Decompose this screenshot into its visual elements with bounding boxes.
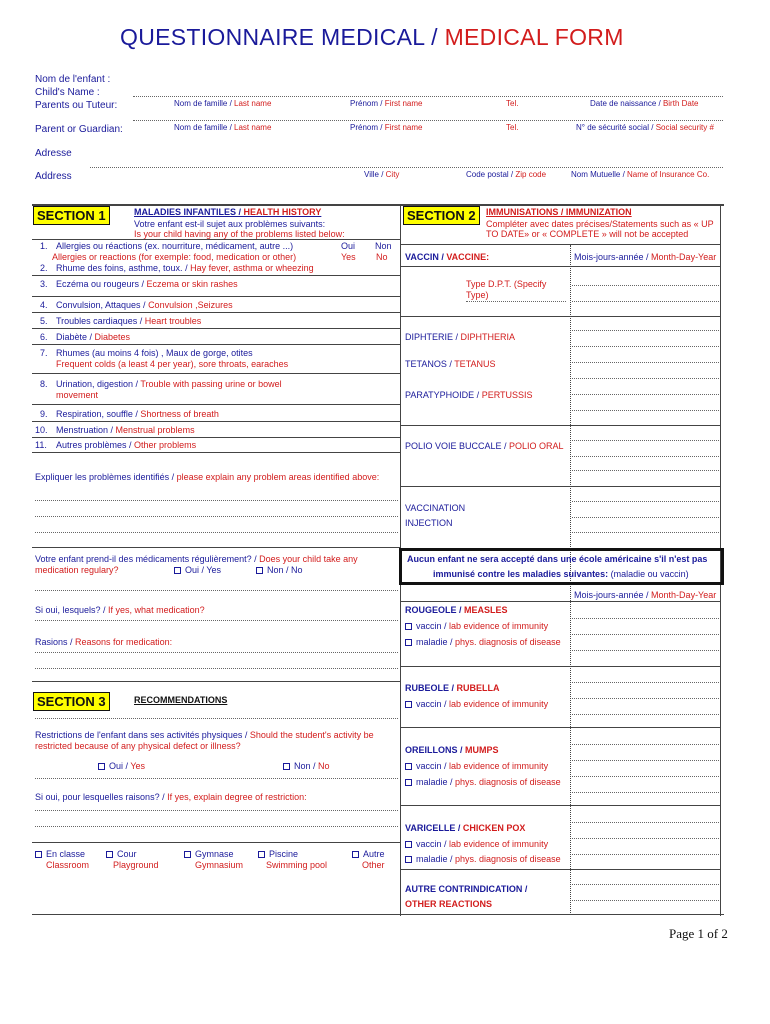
chickenpox-date-2[interactable] [572, 838, 719, 839]
meds-field-1[interactable] [35, 620, 398, 621]
address-field[interactable] [90, 167, 723, 168]
meds-question: Votre enfant prend-il des médicaments régulièrement? / Does your child take any [35, 554, 358, 564]
firstname-caption-2: Prénom / First name [350, 123, 423, 132]
insurance-caption: Nom Mutuelle / Name of Insurance Co. [571, 170, 710, 179]
s3-field-3[interactable] [35, 826, 398, 827]
s2-rule [400, 316, 720, 317]
s2-rule [400, 805, 720, 806]
polio-date-2[interactable] [572, 456, 719, 457]
rubella-vaccine-checkbox[interactable]: vaccin / lab evidence of immunity [405, 699, 548, 709]
s2-rule [400, 869, 720, 870]
child-name-label-en: Child's Name : [35, 87, 100, 98]
vaccination-label: VACCINATION [405, 503, 466, 513]
restriction-question-en2: restricted because of any physical defect or illness? [35, 741, 241, 751]
s1-rule [32, 239, 400, 240]
title-en: MEDICAL FORM [444, 24, 624, 50]
notice-line-1: Aucun enfant ne sera accepté dans une école américaine s'il n'est pas [407, 554, 708, 564]
s1-rule [32, 296, 400, 297]
s2-rule [400, 266, 720, 267]
address-label-en: Address [35, 171, 72, 182]
s1-rule [32, 328, 400, 329]
parent-name-field[interactable] [133, 120, 723, 121]
item-1-fr[interactable]: Allergies ou réactions (ex. nourriture, médicament, autre ...) [56, 241, 294, 251]
section1-label: SECTION 1 [33, 206, 110, 225]
item-7-number: 7. [40, 348, 48, 358]
item-11[interactable]: Autres problèmes / Other problems [56, 440, 197, 450]
item-9-number: 9. [40, 409, 48, 419]
place-gymnasium-en: Gymnasium [195, 860, 244, 870]
item-6[interactable]: Diabète / Diabetes [56, 332, 131, 342]
s1-rule [32, 312, 400, 313]
vaccination-date-2[interactable] [572, 517, 719, 518]
page-title [120, 24, 624, 51]
place-other-en: Other [362, 860, 385, 870]
item-10-number: 10. [35, 425, 48, 435]
item-6-number: 6. [40, 332, 48, 342]
dpt-type-1: Type D.P.T. (Specify [466, 279, 547, 289]
oui-label: Oui [341, 241, 356, 251]
explain-field-3[interactable] [35, 532, 398, 533]
section1-heading: MALADIES INFANTILES / HEALTH HISTORY [134, 207, 322, 217]
dpt-date-1[interactable] [572, 285, 719, 286]
polio-label: POLIO VOIE BUCCALE / POLIO ORAL [405, 441, 564, 451]
measles-disease-checkbox[interactable]: maladie / phys. diagnosis of disease [405, 637, 561, 647]
meds-reason-label: Rasions / Reasons for medication: [35, 637, 173, 647]
city-caption: Ville / City [364, 170, 400, 179]
s3-field-0[interactable] [35, 718, 398, 719]
yes-label: Yes [341, 252, 356, 262]
item-9[interactable]: Respiration, souffle / Shortness of breath [56, 409, 219, 419]
s1-bottom-rule [32, 681, 400, 682]
place-other-checkbox[interactable]: Autre [352, 849, 385, 859]
explain-label: Expliquer les problèmes identifiés / please explain any problem areas identified above: [35, 472, 380, 482]
item-11-number: 11. [35, 440, 47, 450]
item-1-number: 1. [40, 241, 48, 251]
s1-rule [32, 404, 400, 405]
section1-intro-fr: Votre enfant est-il sujet aux problèmes suivants: [134, 219, 326, 229]
notice-line-2: immunisé contre les maladies suivantes: (maladie ou vaccin) [433, 569, 689, 579]
place-pool-checkbox[interactable]: Piscine [258, 849, 298, 859]
polio-date-1[interactable] [572, 440, 719, 441]
s2-rule [400, 601, 720, 602]
measles-vaccine-checkbox[interactable]: vaccin / lab evidence of immunity [405, 621, 548, 631]
polio-date-3[interactable] [572, 470, 719, 471]
pertussis-date-1[interactable] [572, 394, 719, 395]
mumps-disease-checkbox[interactable]: maladie / phys. diagnosis of disease [405, 777, 561, 787]
s3-field-1[interactable] [35, 778, 398, 779]
other-reactions-field-1[interactable] [572, 884, 719, 885]
child-name-field[interactable] [133, 96, 723, 97]
measles-label: ROUGEOLE / MEASLES [405, 605, 508, 615]
meds-question-en2: medication regulary? [35, 565, 119, 575]
restriction-question: Restrictions de l'enfant dans ses activités physiques / Should the student's activity be [35, 730, 374, 740]
s3-field-2[interactable] [35, 810, 398, 811]
vaccination-date-1[interactable] [572, 501, 719, 502]
s1-rule [32, 547, 400, 548]
s2-rule [400, 727, 720, 728]
measles-date-1[interactable] [572, 618, 719, 619]
s2-rule [400, 486, 720, 487]
measles-date-2[interactable] [572, 634, 719, 635]
section2-intro-2: TO DATE» or « COMPLETE » will not be accepted [486, 229, 689, 239]
place-gymnasium-checkbox[interactable]: Gymnase [184, 849, 234, 859]
tetanus-date-1[interactable] [572, 362, 719, 363]
item-2[interactable]: Rhume des foins, asthme, toux. / Hay fever, asthma or wheezing [56, 263, 314, 273]
s3-rule [32, 842, 400, 843]
restriction-yes-checkbox[interactable]: Oui / Yes [98, 761, 145, 771]
item-7-fr[interactable]: Rhumes (au moins 4 fois) , Maux de gorge, otites [56, 348, 253, 358]
diphtheria-date-1[interactable] [572, 330, 719, 331]
tel-caption-2: Tel. [506, 123, 519, 132]
place-classroom-checkbox[interactable]: En classe [35, 849, 85, 859]
item-5-number: 5. [40, 316, 48, 326]
tetanus-label: TETANOS / TETANUS [405, 359, 496, 369]
measles-date-3[interactable] [572, 650, 719, 651]
s2-rule [400, 666, 720, 667]
chickenpox-label: VARICELLE / CHICKEN POX [405, 823, 526, 833]
no-label: No [376, 252, 388, 262]
item-1-en[interactable]: Allergies or reactions (for exemple: food, medication or other) [52, 252, 297, 262]
other-reactions-field-2[interactable] [572, 900, 719, 901]
meds-which-label: Si oui, lesquels? / If yes, what medication? [35, 605, 205, 615]
dpt-date-2[interactable] [572, 301, 719, 302]
item-8-en2: movement [56, 390, 99, 400]
chickenpox-disease-checkbox[interactable]: maladie / phys. diagnosis of disease [405, 854, 561, 864]
place-pool-en: Swimming pool [266, 860, 328, 870]
place-classroom-en: Classroom [46, 860, 90, 870]
item-8-number: 8. [40, 379, 48, 389]
item-3[interactable]: Eczéma ou rougeurs / Eczema or skin rashes [56, 279, 238, 289]
page-number: Page 1 of 2 [669, 926, 728, 941]
other-reactions-label-1: AUTRE CONTRINDICATION / [405, 884, 528, 894]
date-header-2: Mois-jours-année / Month-Day-Year [574, 590, 717, 600]
injection-label: INJECTION [405, 518, 453, 528]
non-label: Non [375, 241, 392, 251]
item-10[interactable]: Menstruation / Menstrual problems [56, 425, 195, 435]
section2-intro-1: Compléter avec dates précises/Statements such as « UP [486, 219, 714, 229]
firstname-caption-1: Prénom / First name [350, 99, 423, 108]
mumps-vaccine-checkbox[interactable]: vaccin / lab evidence of immunity [405, 761, 548, 771]
explain-field-2[interactable] [35, 516, 398, 517]
s1-rule [32, 437, 400, 438]
section3-label: SECTION 3 [33, 692, 110, 711]
meds-field-2[interactable] [35, 652, 398, 653]
child-name-label-fr: Nom de l'enfant : [35, 74, 111, 85]
s1-rule [32, 452, 400, 453]
birthdate-caption: Date de naissance / Birth Date [590, 99, 699, 108]
pertussis-label: PARATYPHOIDE / PERTUSSIS [405, 390, 533, 400]
rubella-date-1[interactable] [572, 682, 719, 683]
meds-field-3[interactable] [35, 668, 398, 669]
item-3-number: 3. [40, 279, 48, 289]
mumps-date-3[interactable] [572, 776, 719, 777]
lastname-caption-2: Nom de famille / Last name [174, 123, 272, 132]
dpt-type-2: Type) [466, 290, 489, 300]
item-8[interactable]: Urination, digestion / Trouble with passing urine or bowel [56, 379, 282, 389]
pertussis-date-2[interactable] [572, 410, 719, 411]
rubella-label: RUBEOLE / RUBELLA [405, 683, 500, 693]
s1-rule [32, 421, 400, 422]
tel-caption-1: Tel. [506, 99, 519, 108]
section1-intro-en: Is your child having any of the problems listed below: [134, 229, 345, 239]
meds-yes-checkbox[interactable]: Oui / Yes [174, 565, 221, 575]
place-playground-checkbox[interactable]: Cour [106, 849, 137, 859]
section-top-rule [32, 204, 724, 206]
s2-rule [400, 425, 720, 426]
chickenpox-vaccine-checkbox[interactable]: vaccin / lab evidence of immunity [405, 839, 548, 849]
rubella-date-2[interactable] [572, 698, 719, 699]
title-fr: QUESTIONNAIRE MEDICAL / [120, 24, 445, 50]
parents-label-fr: Parents ou Tuteur: [35, 100, 118, 111]
chickenpox-date-1[interactable] [572, 822, 719, 823]
mumps-date-2[interactable] [572, 760, 719, 761]
item-7-en[interactable]: Frequent colds (a least 4 per year), sore throats, earaches [56, 359, 289, 369]
s1-rule [32, 344, 400, 345]
item-2-number: 2. [40, 263, 48, 273]
meds-field-0[interactable] [35, 590, 398, 591]
address-label-fr: Adresse [35, 148, 72, 159]
vaccination-date-3[interactable] [572, 532, 719, 533]
vaccine-header: VACCIN / VACCINE: [405, 252, 490, 262]
date-header: Mois-jours-année / Month-Day-Year [574, 252, 717, 262]
meds-no-checkbox[interactable]: Non / No [256, 565, 303, 575]
item-5[interactable]: Troubles cardiaques / Heart troubles [56, 316, 202, 326]
s1-rule [32, 275, 400, 276]
parents-label-en: Parent or Guardian: [35, 124, 123, 135]
diphtheria-label: DIPHTERIE / DIPHTHERIA [405, 332, 516, 342]
explain-field-1[interactable] [35, 500, 398, 501]
restriction-which-label: Si oui, pour lesquelles raisons? / If yes, explain degree of restriction: [35, 792, 307, 802]
mumps-label: OREILLONS / MUMPS [405, 745, 499, 755]
mumps-date-1[interactable] [572, 744, 719, 745]
item-4-number: 4. [40, 300, 48, 310]
diphtheria-date-2[interactable] [572, 346, 719, 347]
mumps-date-4[interactable] [572, 792, 719, 793]
tetanus-date-2[interactable] [572, 378, 719, 379]
chickenpox-date-3[interactable] [572, 854, 719, 855]
bottom-rule [32, 914, 724, 915]
rubella-date-3[interactable] [572, 714, 719, 715]
place-playground-en: Playground [113, 860, 159, 870]
other-reactions-label-2: OTHER REACTIONS [405, 899, 493, 909]
restriction-no-checkbox[interactable]: Non / No [283, 761, 330, 771]
zip-caption: Code postal / Zip code [466, 170, 547, 179]
lastname-caption-1: Nom de famille / Last name [174, 99, 272, 108]
ssn-caption: N° de sécurité social / Social security # [576, 123, 714, 132]
s1-rule [32, 373, 400, 374]
section2-label: SECTION 2 [403, 206, 480, 225]
section3-heading: RECOMMENDATIONS [134, 695, 228, 705]
dpt-type-field[interactable] [466, 301, 566, 302]
section2-heading: IMMUNISATIONS / IMMUNIZATION [486, 207, 632, 217]
item-4[interactable]: Convulsion, Attaques / Convulsion ,Seizures [56, 300, 233, 310]
s2-rule [400, 244, 720, 245]
